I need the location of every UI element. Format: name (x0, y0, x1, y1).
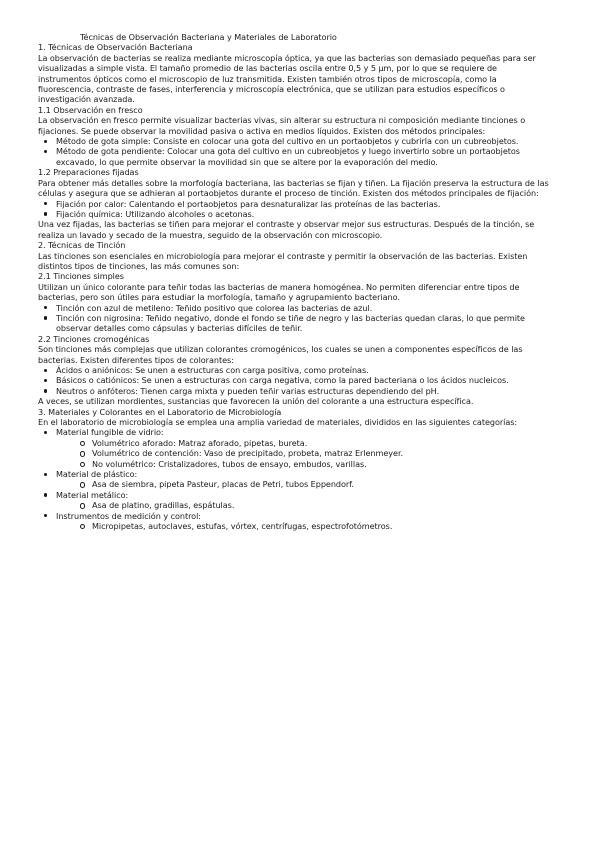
sublist (56, 500, 550, 510)
list-item: Fijación por calor: Calentando el portaobjetos para desnaturalizar las proteínas de las bacterias. (38, 199, 550, 209)
section-1-2-heading: 1.2 Preparaciones fijadas (38, 167, 139, 178)
list-item: Ácidos o aniónicos: Se unen a estructuras con carga positiva, como proteínas. (38, 365, 550, 375)
sublist-item: No volumétrico: Cristalizadores, tubos de ensayo, embudos, varillas. (56, 459, 550, 469)
section-2-heading: 2. Técnicas de Tinción (38, 240, 126, 251)
sublist-item: Volumétrico aforado: Matraz aforado, pipetas, bureta. (56, 438, 550, 448)
sublist (56, 479, 550, 489)
page-title: Técnicas de Observación Bacteriana y Materiales de Laboratorio (80, 32, 337, 42)
list-item: Básicos o catiónicos: Se unen a estructuras con carga negativa, como la pared bacteriana o los ácidos nucleicos. (38, 375, 550, 385)
list-item: Fijación química: Utilizando alcoholes o acetonas. (38, 209, 550, 219)
section-1-2-text: Para obtener más detalles sobre la morfología bacteriana, las bacterias se fijan y tiñen. La fijación preserva la estructura de las células y asegura que se adhieran al portaobjetos durante el proceso de tinción. Existen dos métodos principales de fijación: (38, 177, 549, 199)
section-1-1-list (38, 136, 550, 167)
sublist (56, 438, 550, 469)
list-item-metal (38, 490, 550, 511)
list-item-instruments (38, 511, 550, 532)
section-2-1-list (38, 303, 550, 334)
list-item: Tinción con nigrosina: Teñido negativo, donde el fondo se tiñe de negro y las bacterias quedan claras, lo que permite observar detalles como cápsulas y bacterias difíciles de teñir. (38, 313, 550, 334)
list-item: Tinción con azul de metileno: Teñido positivo que colorea las bacterias de azul. (38, 303, 550, 313)
section-1-2-list (38, 199, 550, 220)
list-item-label: Material metálico: (56, 489, 129, 500)
section-1-2-after: Una vez fijadas, las bacterias se tiñen para mejorar el contraste y observar mejor sus estructuras. Después de la tinción, se realiza un lavado y secado de la muestra, seguido de la observación con microscopio. (38, 219, 535, 240)
sublist-item: Micropipetas, autoclaves, estufas, vórtex, centrífugas, espectrofotómetros. (56, 521, 550, 531)
section-2-intro: Las tinciones son esenciales en microbiología para mejorar el contraste y permitir la observación de las bacterias. Existen distintos tipos de tinciones, las más comunes son: (38, 250, 528, 271)
sublist-item: Asa de siembra, pipeta Pasteur, placas de Petri, tubos Eppendorf. (56, 479, 550, 489)
sublist-item: Volumétrico de contención: Vaso de precipitado, probeta, matraz Erlenmeyer. (56, 448, 550, 458)
list-item-plastic (38, 469, 550, 490)
section-1-intro: La observación de bacterias se realiza mediante microscopía óptica, ya que las bacterias son demasiado pequeñas para ser visualizadas a simple vista. El tamaño promedio de las bacterias oscila entre 0,5 y 5 µm, por lo que se requiere de instrumentos ópticos como el microscopio de luz transmitida. Existen también otros tipos de microscopía, como la fluorescencia, contraste de fases, interferencia y microscopía electrónica, que se utilizan para estudios específicos o investigación avanzada. (38, 52, 536, 105)
section-2-1-text: Utilizan un único colorante para teñir todas las bacterias de manera homogénea. No permiten diferenciar entre tipos de bacterias, pero son útiles para estudiar la morfología, tamaño y agrupamiento bacteriano. (38, 281, 520, 303)
materials-list (38, 427, 550, 531)
list-item: Método de gota pendiente: Colocar una gota del cultivo en un cubreobjetos y luego invertirlo sobre un portaobjetos excavado, lo que permite observar la movilidad sin que se altere por la evaporación del medio. (38, 146, 550, 167)
section-3-intro: En el laboratorio de microbiología se emplea una amplia variedad de materiales, divididos en las siguientes categorías: (38, 417, 518, 428)
section-3-heading: 3. Materiales y Colorantes en el Laboratorio de Microbiología (38, 406, 282, 417)
list-item-label: Material fungible de vidrio: (56, 427, 164, 438)
section-2-2-heading: 2.2 Tinciones cromogénicas (38, 333, 150, 344)
list-item: Método de gota simple: Consiste en colocar una gota del cultivo en un portaobjetos y cubrirla con un cubreobjetos. (38, 136, 550, 146)
section-1-heading: 1. Técnicas de Observación Bacteriana (38, 42, 193, 53)
section-2-2-list (38, 365, 550, 396)
list-item-label: Material de plástico: (56, 469, 138, 480)
list-item-glass (38, 427, 550, 469)
section-2-1-heading: 2.1 Tinciones simples (38, 271, 124, 282)
section-1-1-heading: 1.1 Observación en fresco (38, 104, 143, 115)
list-item-label: Instrumentos de medición y control: (56, 510, 201, 521)
section-2-2-text: Son tinciones más complejas que utilizan colorantes cromogénicos, los cuales se unen a componentes específicos de las bacterias. Existen diferentes tipos de colorantes: (38, 344, 523, 365)
section-1-1-text: La observación en fresco permite visualizar bacterias vivas, sin alterar su estructura ni composición mediante tinciones o fijaciones. Se puede observar la movilidad pasiva o activa en medios líquidos. Existen dos métodos principales: (38, 115, 526, 136)
section-2-2-after: A veces, se utilizan mordientes, sustancias que favorecen la unión del colorante a una estructura específica. (38, 396, 474, 407)
sublist-item: Asa de platino, gradillas, espátulas. (56, 500, 550, 510)
list-item: Neutros o anfóteros: Tienen carga mixta y pueden teñir varias estructuras dependiendo del pH. (38, 386, 550, 396)
sublist (56, 521, 550, 531)
